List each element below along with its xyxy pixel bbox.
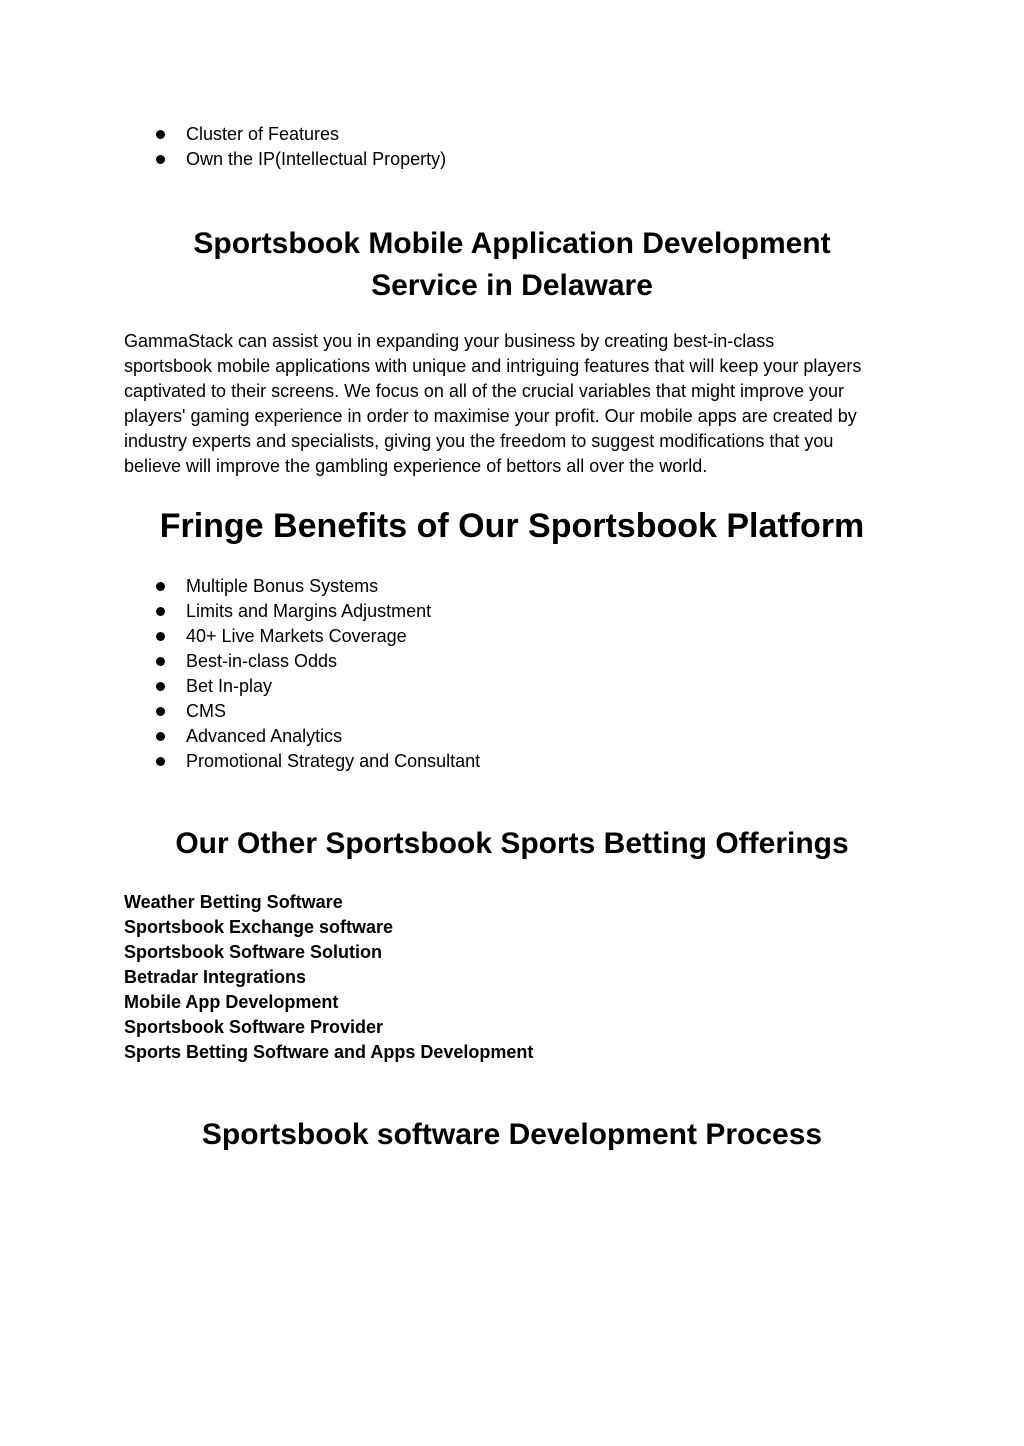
bullet-icon <box>156 582 165 591</box>
offering-link[interactable]: Sportsbook Software Provider <box>124 1017 384 1037</box>
offering-link[interactable]: Betradar Integrations <box>124 967 307 987</box>
list-item <box>124 915 533 940</box>
paragraph-line: captivated to their screens. We focus on all of the crucial variables that might improve your <box>124 381 845 401</box>
list-item <box>124 1040 533 1065</box>
offering-link[interactable]: Weather Betting Software <box>124 892 343 912</box>
list-item-label: Limits and Margins Adjustment <box>186 601 432 621</box>
offering-link[interactable]: Sportsbook Software Solution <box>124 942 383 962</box>
list-item <box>124 649 480 674</box>
list-item <box>124 599 480 624</box>
list-item-label: CMS <box>186 701 226 721</box>
list-item <box>124 749 480 774</box>
list-item <box>124 574 480 599</box>
list-item-label: Advanced Analytics <box>186 726 343 746</box>
list-item-label: Own the IP(Intellectual Property) <box>186 149 447 169</box>
benefits-list <box>124 574 480 774</box>
bullet-icon <box>156 155 165 164</box>
offering-link[interactable]: Sportsbook Exchange software <box>124 917 394 937</box>
offerings-link-list <box>124 890 533 1065</box>
list-item-label: Multiple Bonus Systems <box>186 576 379 596</box>
paragraph-line: industry experts and specialists, giving you the freedom to suggest modifications that you <box>124 431 834 451</box>
list-item <box>124 674 480 699</box>
bullet-icon <box>156 682 165 691</box>
offering-link[interactable]: Sports Betting Software and Apps Development <box>124 1042 534 1062</box>
list-item <box>124 990 533 1015</box>
bullet-icon <box>156 757 165 766</box>
bullet-icon <box>156 732 165 741</box>
list-item <box>124 724 480 749</box>
bullet-icon <box>156 607 165 616</box>
benefits-heading: Fringe Benefits of Our Sportsbook Platform <box>159 507 865 545</box>
mobile-app-heading-line1: Sportsbook Mobile Application Development <box>193 227 831 260</box>
list-item-label: Cluster of Features <box>186 124 340 144</box>
paragraph-line: GammaStack can assist you in expanding your business by creating best-in-class <box>124 331 775 351</box>
list-item-label: Bet In-play <box>186 676 273 696</box>
list-item-label: Best-in-class Odds <box>186 651 338 671</box>
mobile-app-paragraph <box>124 329 904 479</box>
offering-link[interactable]: Mobile App Development <box>124 992 339 1012</box>
bullet-icon <box>156 632 165 641</box>
top-feature-list <box>124 122 446 172</box>
bullet-icon <box>156 657 165 666</box>
offerings-heading: Our Other Sportsbook Sports Betting Offerings <box>175 827 849 860</box>
list-item <box>124 147 446 172</box>
mobile-app-heading-line2: Service in Delaware <box>371 269 653 302</box>
list-item <box>124 1015 533 1040</box>
bullet-icon <box>156 130 165 139</box>
paragraph-line: sportsbook mobile applications with unique and intriguing features that will keep your players <box>124 356 862 376</box>
list-item <box>124 699 480 724</box>
list-item <box>124 122 446 147</box>
paragraph-line: players' gaming experience in order to maximise your profit. Our mobile apps are created by <box>124 406 857 426</box>
list-item-label: 40+ Live Markets Coverage <box>186 626 407 646</box>
mobile-app-heading <box>0 223 1024 307</box>
list-item <box>124 940 533 965</box>
process-heading: Sportsbook software Development Process <box>201 1118 823 1151</box>
list-item <box>124 890 533 915</box>
list-item-label: Promotional Strategy and Consultant <box>186 751 481 771</box>
paragraph-line: believe will improve the gambling experience of bettors all over the world. <box>124 456 708 476</box>
bullet-icon <box>156 707 165 716</box>
list-item <box>124 965 533 990</box>
list-item <box>124 624 480 649</box>
